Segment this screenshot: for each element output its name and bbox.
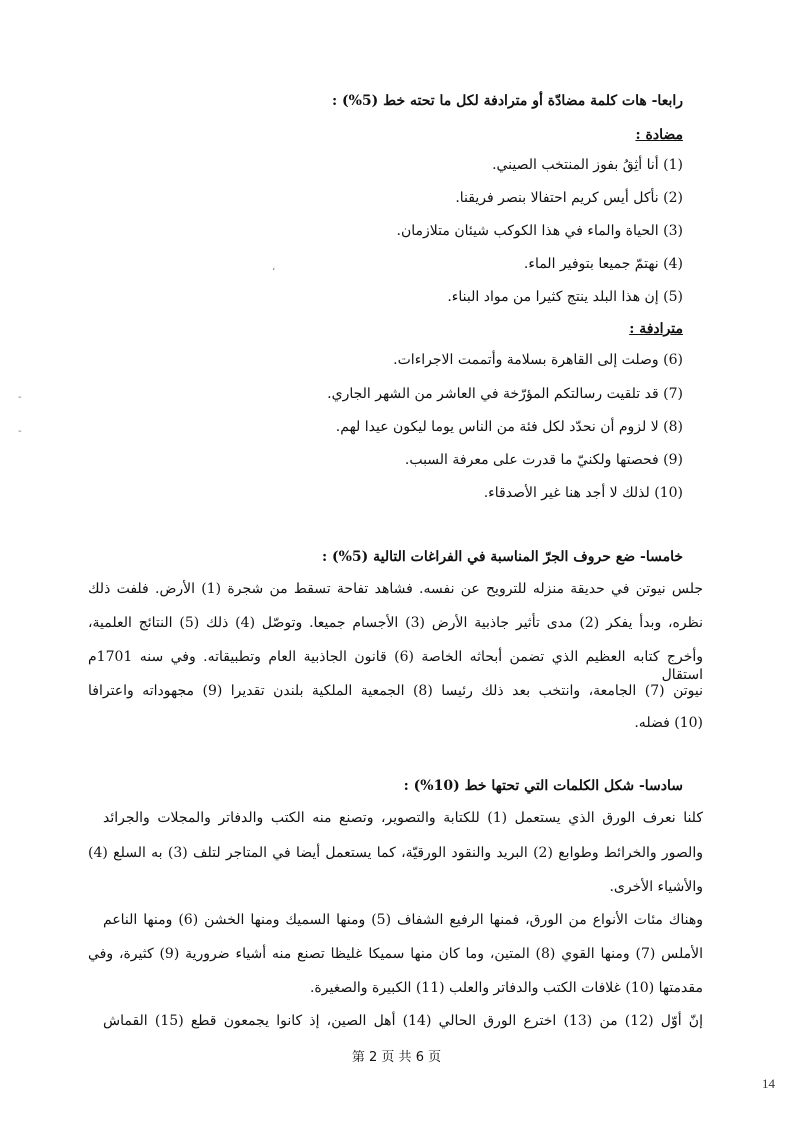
section6-line-6: مقدمتها (10) غلافات الكتب والدفاتر والعلب (11) الكبيرة والصغيرة. [309, 980, 703, 996]
margin-mark-2: - [18, 392, 22, 403]
section6-line-3: والأشياء الأخرى. [609, 879, 703, 895]
section5-line-4: نيوتن (7) الجامعة، وانتخب بعد ذلك رئيسا (8) الجمعية الملكية بلندن تقديرا (9) مجهوداته واعترافا [88, 683, 703, 699]
antonym-item-5: (5) إن هذا البلد ينتج كثيرا من مواد البناء. [447, 289, 683, 305]
section5-line-1: جلس نيوتن في حديقة منزله للترويح عن نفسه. فشاهد تفاحة تسقط من شجرة (1) الأرض. فلفت ذلك [88, 581, 703, 597]
antonym-item-2: (2) نأكل أيس كريم احتفالا بنصر فريقنا. [455, 190, 683, 206]
synonym-item-7: (7) قد تلقيت رسالتكم المؤرّخة في العاشر من الشهر الجاري. [327, 386, 683, 402]
antonyms-label: مضادة : [635, 127, 683, 143]
section5-line-3: وأخرج كتابه العظيم الذي تضمن أبحاثه الخاصة (6) قانون الجاذبية العام وتطبيقاته. وفي سنه 1701م استقال [88, 649, 703, 683]
section6-line-4: وهناك مئات الأنواع من الورق، فمنها الرفيع الشفاف (5) ومنها السميك ومنها الخشن (6) ومنها الناعم [103, 912, 703, 928]
section5-line-2: نظره، وبدأ يفكر (2) مدى تأثير جاذبية الأرض (3) الأجسام جميعا. وتوصّل (4) ذلك (5) النتائج العلمية، [88, 615, 703, 631]
margin-mark-3: - [18, 426, 22, 437]
section6-line-7: إنّ أوّل (12) من (13) اخترع الورق الحالي (14) أهل الصين، إذ كانوا يجمعون قطع (15) القماش [103, 1013, 703, 1029]
page-footer: 第 2 页 共 6 页 [351, 1050, 442, 1065]
antonym-item-1: (1) أنا أثِقُ بفوز المنتخب الصيني. [492, 157, 683, 173]
section4-title: رابعا- هات كلمة مضادّة أو مترادفة لكل ما تحته خط (5%) : [331, 93, 683, 109]
synonym-item-9: (9) فحصتها ولكنيّ ما قدرت على معرفة السبب. [404, 452, 683, 468]
antonym-item-4: (4) نهتمّ جميعا بتوفير الماء. [523, 256, 683, 272]
section5-title: خامسا- ضع حروف الجرّ المناسبة في الفراغات التالية (5%) : [321, 549, 683, 565]
synonyms-label: مترادفة : [629, 321, 683, 337]
margin-mark-1: ، [272, 262, 276, 273]
section6-line-2: والصور والخرائط وطوابع (2) البريد والنقود الورقيّة، كما يستعمل أيضا في المتاجر لتلف (3) به السلع (4) [88, 845, 703, 861]
antonym-item-3: (3) الحياة والماء في هذا الكوكب شيئان متلازمان. [396, 223, 683, 239]
section6-line-1: كلنا نعرف الورق الذي يستعمل (1) للكتابة والتصوير، وتصنع منه الكتب والدفاتر والمجلات والجرائد [103, 810, 703, 826]
synonym-item-8: (8) لا لزوم أن نحدّد لكل فئة من الناس يوما ليكون عيدا لهم. [335, 419, 683, 435]
synonym-item-10: (10) لذلك لا أجد هنا غير الأصدقاء. [483, 485, 683, 501]
corner-page-number: 14 [762, 1076, 775, 1091]
section6-line-5: الأملس (7) ومنها القوي (8) المتين، وما كان منها سميكا غليظا تصنع منه أشياء ضرورية (9) كثيرة، وفي [88, 946, 703, 962]
synonym-item-6: (6) وصلت إلى القاهرة بسلامة وأتممت الاجراءات. [393, 352, 683, 368]
section5-line-5: (10) فضله. [634, 715, 703, 731]
section6-title: سادسا- شكل الكلمات التي تحتها خط (10%) : [403, 778, 683, 794]
